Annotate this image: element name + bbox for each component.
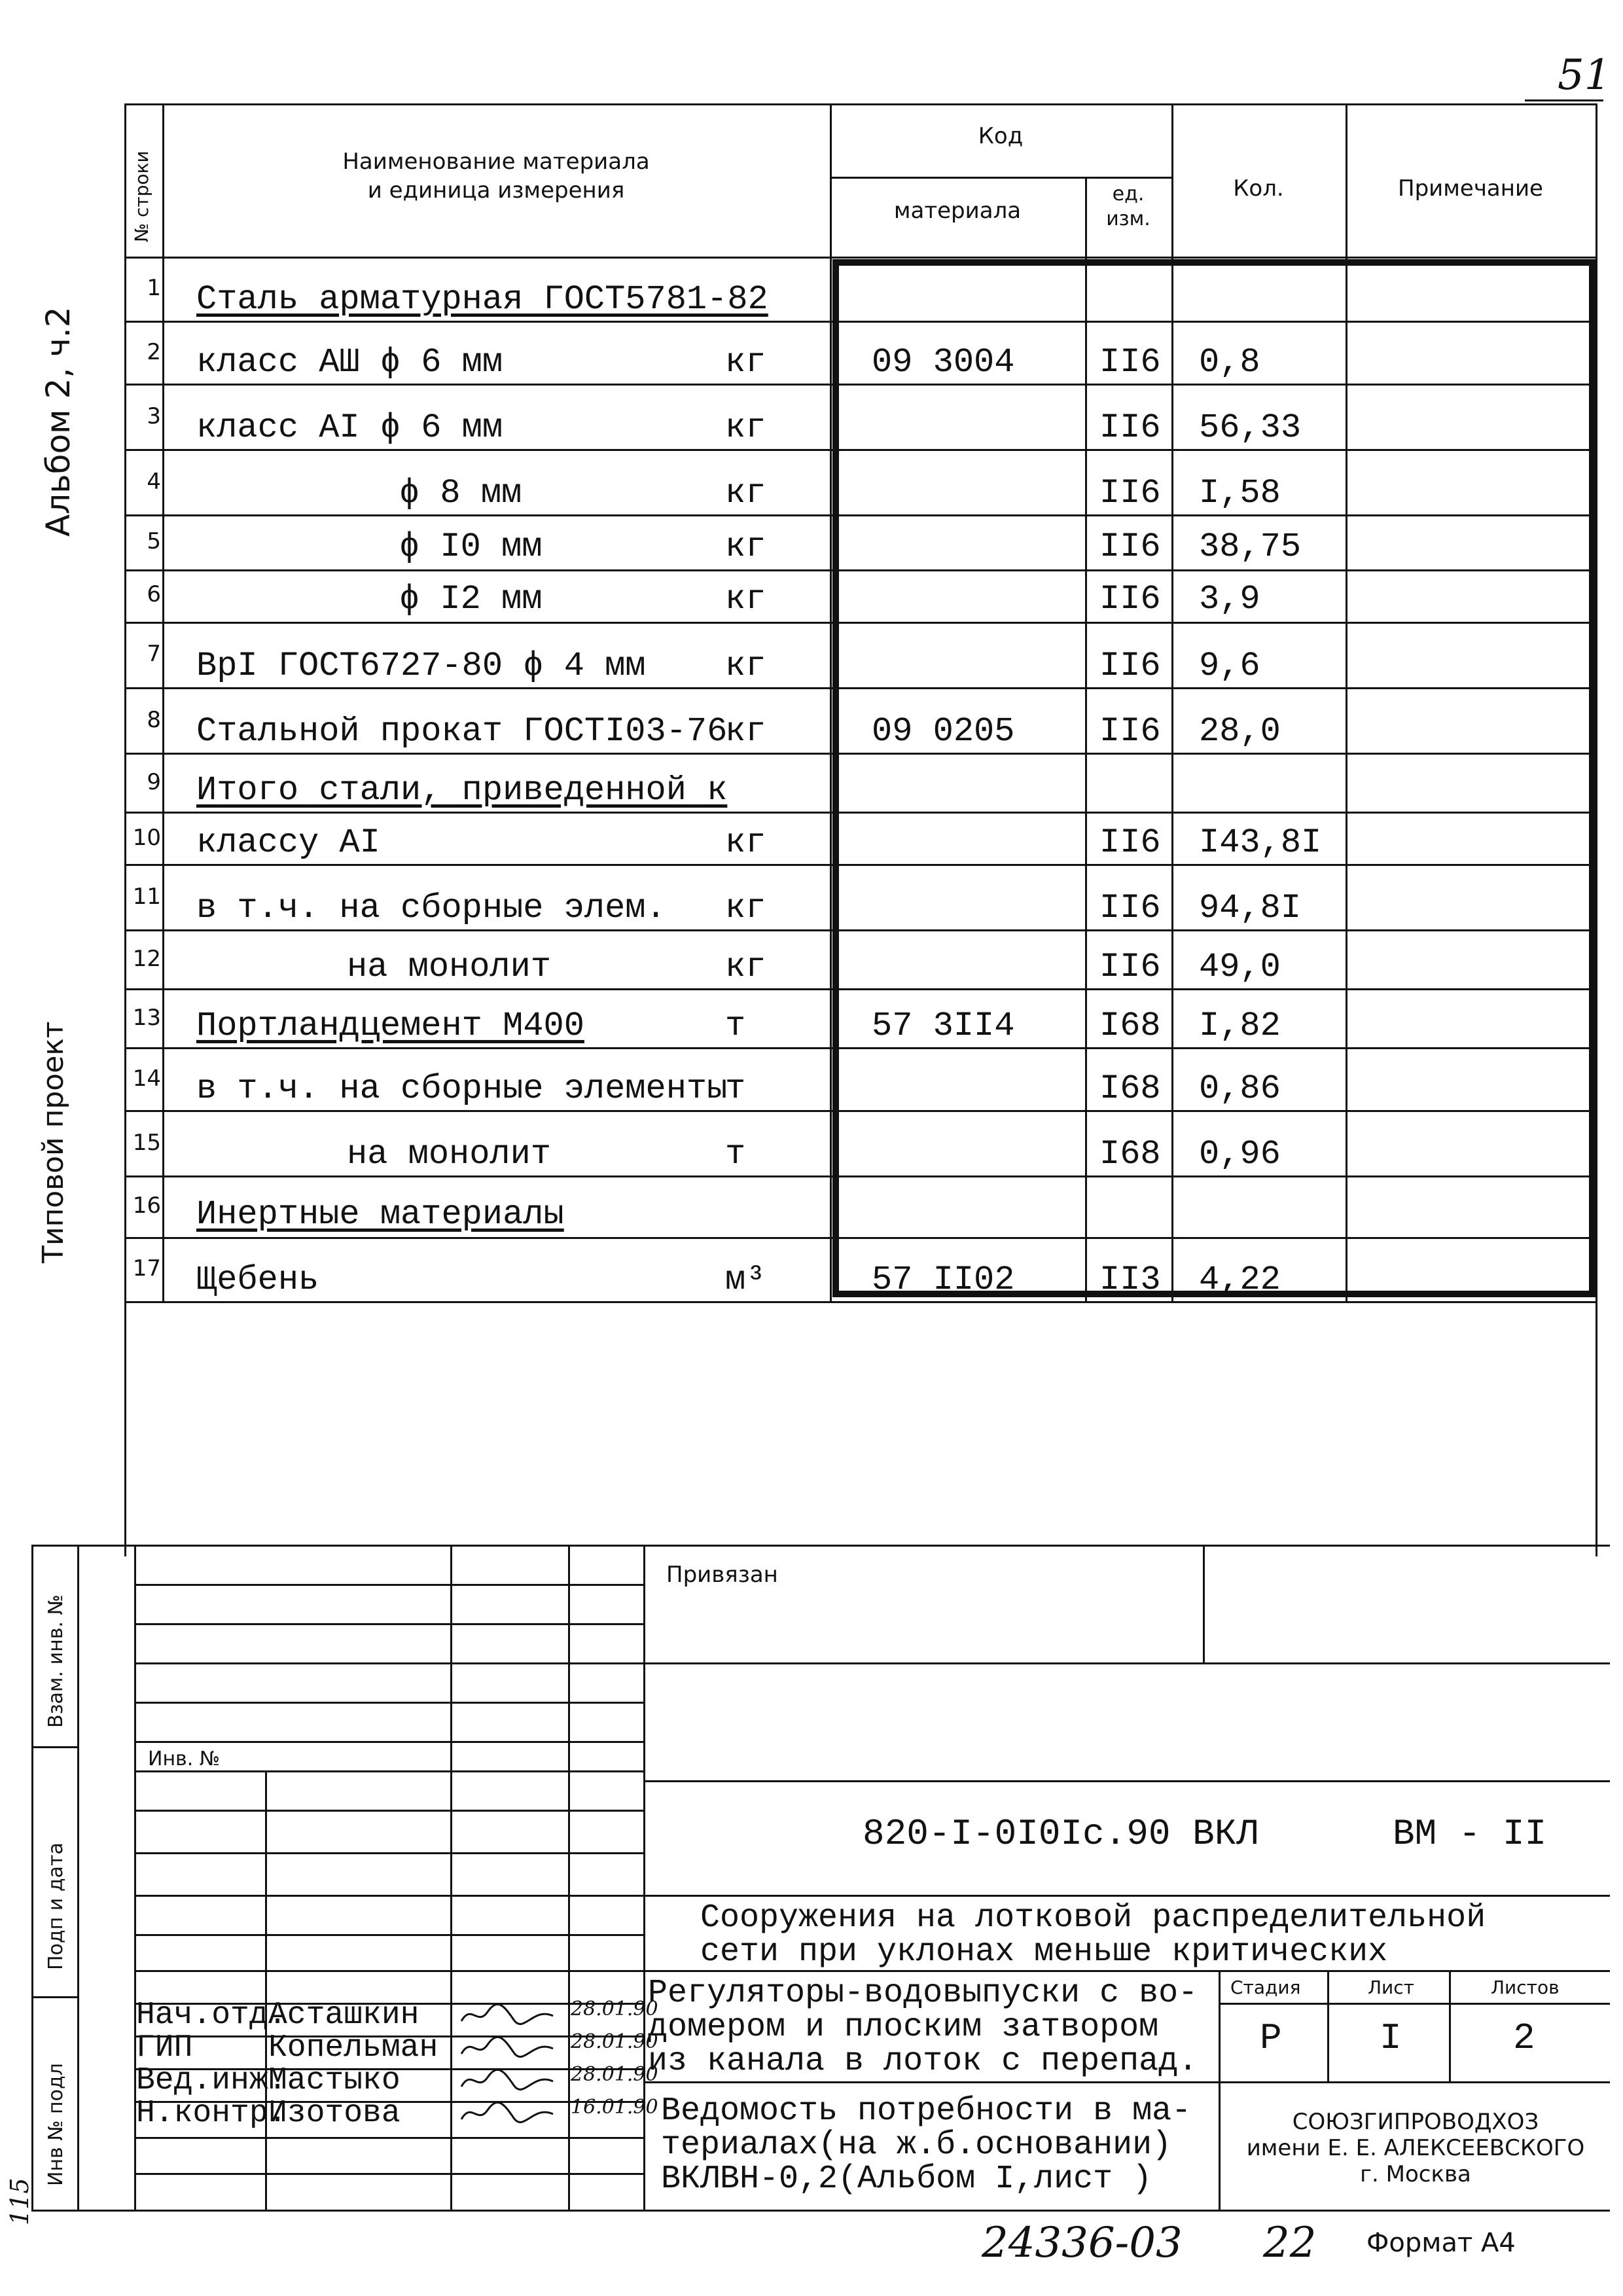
unit-code: I68 (1099, 1007, 1161, 1045)
header-note: Примечание (1398, 175, 1543, 202)
signature-role: Нач.отд. (136, 1998, 287, 2033)
row-number: 1 (147, 275, 161, 301)
handwritten-signature (458, 2066, 556, 2094)
material-name: ϕ I0 мм (399, 528, 543, 566)
unit-code: II6 (1099, 712, 1161, 751)
material-name: на монолит (347, 1135, 552, 1174)
unit-code: I68 (1099, 1069, 1161, 1108)
signature-name: Копельман (268, 2030, 438, 2066)
unit-code: II6 (1099, 580, 1161, 619)
material-code: 09 3004 (872, 343, 1015, 382)
material-name: Итого стали, приведенной к (196, 771, 728, 810)
quantity-value: I,82 (1199, 1007, 1281, 1045)
material-name: Инертные материалы (196, 1195, 564, 1234)
sheet-mark: ВМ - II (1393, 1813, 1547, 1855)
material-name: Стальной прокат ГОСТI03-76 (196, 712, 728, 751)
unit-of-measure: кг (725, 343, 766, 382)
row-number: 14 (132, 1066, 161, 1092)
header-code-unit: ед. изм. (1106, 183, 1150, 230)
material-code: 57 3II4 (872, 1007, 1015, 1045)
unit-code: II6 (1099, 889, 1161, 927)
organization-name: СОЮЗГИПРОВОДХОЗ имени Е. Е. АЛЕКСЕЕВСКОГО г. Москва (1246, 2109, 1585, 2187)
stage-label: Стадия (1230, 1977, 1301, 1998)
header-code: Код (978, 123, 1024, 149)
row-number: 4 (147, 469, 161, 495)
unit-of-measure: т (725, 1069, 746, 1108)
material-name: Щебень (196, 1261, 319, 1299)
quantity-value: 56,33 (1199, 408, 1302, 447)
signature-role: ГИП (136, 2030, 193, 2066)
quantity-value: 0,86 (1199, 1069, 1281, 1108)
unit-code: II6 (1099, 647, 1161, 685)
header-row-number: № строки (131, 151, 152, 242)
row-number: 16 (132, 1193, 161, 1219)
signature-role: Вед.инж. (136, 2063, 287, 2098)
header-code-material: материала (893, 198, 1022, 224)
unit-of-measure: кг (725, 823, 766, 862)
handwritten-signature (458, 2098, 556, 2127)
document-code: 820-I-0I0Ic.90 ВКЛ (863, 1813, 1258, 1855)
quantity-value: 4,22 (1199, 1261, 1281, 1299)
row-number: 17 (132, 1255, 161, 1282)
row-number: 12 (132, 946, 161, 972)
stamp-label-inv-original: Инв № подл (45, 2063, 67, 2186)
sheet-label: Лист (1368, 1977, 1414, 1998)
quantity-value: I,58 (1199, 474, 1281, 512)
material-code: 09 0205 (872, 712, 1015, 751)
row-number: 3 (147, 403, 161, 429)
unit-code: II6 (1099, 823, 1161, 862)
unit-code: II3 (1099, 1261, 1161, 1299)
signature-date: 28.01.90 (571, 2063, 658, 2086)
handwritten-signature (458, 2000, 556, 2029)
signature-name: Мастыко (268, 2063, 401, 2098)
header-quantity: Кол. (1233, 175, 1284, 202)
material-name: Сталь арматурная ГОСТ5781-82 (196, 280, 768, 319)
inventory-number: 24336-03 (982, 2219, 1183, 2267)
quantity-value: 28,0 (1199, 712, 1281, 751)
unit-of-measure: кг (725, 647, 766, 685)
material-name: класс АI ϕ 6 мм (196, 408, 503, 447)
stage-value: Р (1260, 2017, 1282, 2059)
unit-of-measure: т (725, 1007, 746, 1045)
unit-of-measure: кг (725, 889, 766, 927)
unit-of-measure: кг (725, 948, 766, 986)
row-number: 15 (132, 1130, 161, 1156)
signature-date: 28.01.90 (571, 2030, 658, 2053)
signature-name: Асташкин (268, 1998, 419, 2033)
sheets-label: Листов (1491, 1977, 1560, 1998)
sheet-number: 51 (1558, 51, 1611, 99)
unit-code: II6 (1099, 408, 1161, 447)
unit-code: II6 (1099, 343, 1161, 382)
stamp-label-sign-date: Подп и дата (45, 1842, 67, 1970)
row-number: 8 (147, 707, 161, 733)
quantity-value: 0,96 (1199, 1135, 1281, 1174)
sheets-value: 2 (1513, 2017, 1535, 2059)
material-code: 57 II02 (872, 1261, 1015, 1299)
row-number: 6 (147, 581, 161, 607)
handwritten-signature (458, 2033, 556, 2062)
signature-role: Н.контр. (136, 2096, 287, 2131)
material-name: ВрI ГОСТ6727-80 ϕ 4 мм (196, 647, 646, 685)
page-number: 22 (1263, 2219, 1317, 2267)
unit-of-measure: кг (725, 408, 766, 447)
unit-code: II6 (1099, 948, 1161, 986)
row-number: 11 (132, 884, 161, 910)
signature-date: 28.01.90 (571, 1998, 658, 2020)
stamp-label-replaced-inv: Взам. инв. № (45, 1594, 67, 1728)
quantity-value: 94,8I (1199, 889, 1302, 927)
material-name: классу АI (196, 823, 380, 862)
material-name: Портландцемент М400 (196, 1007, 584, 1045)
material-name: ϕ I2 мм (399, 580, 543, 619)
material-name: класс АШ ϕ 6 мм (196, 343, 503, 382)
unit-code: I68 (1099, 1135, 1161, 1174)
quantity-value: 9,6 (1199, 647, 1260, 685)
material-name: в т.ч. на сборные элем. (196, 889, 666, 927)
material-name: в т.ч. на сборные элементы (196, 1069, 728, 1108)
quantity-value: 0,8 (1199, 343, 1260, 382)
sheet-value: I (1380, 2017, 1402, 2059)
unit-of-measure: т (725, 1135, 746, 1174)
unit-code: II6 (1099, 528, 1161, 566)
regulator-title: Регуляторы-водовыпуски с во- домером и плоским затвором из канала в лоток с перепад. (648, 1975, 1198, 2080)
row-number: 5 (147, 528, 161, 554)
material-name: на монолит (347, 948, 552, 986)
row-number: 10 (132, 825, 161, 851)
unit-of-measure: кг (725, 528, 766, 566)
quantity-value: 49,0 (1199, 948, 1281, 986)
row-number: 2 (147, 339, 161, 365)
project-type-label: Типовой проект (37, 1021, 70, 1263)
signature-name: Изотова (268, 2096, 401, 2131)
inventory-number-label: Инв. № (148, 1748, 221, 1770)
signature-date: 16.01.90 (571, 2096, 658, 2119)
privyazan-label: Привязан (666, 1562, 778, 1588)
unit-code: II6 (1099, 474, 1161, 512)
quantity-value: I43,8I (1199, 823, 1322, 862)
structure-title: Сооружения на лотковой распределительной сети при уклонах меньше критических (700, 1899, 1486, 1971)
header-material-name: Наименование материала и единица измерения (342, 149, 650, 204)
unit-of-measure: кг (725, 580, 766, 619)
quantity-value: 3,9 (1199, 580, 1260, 619)
row-number: 9 (147, 769, 161, 795)
row-number: 7 (147, 641, 161, 667)
album-label: Альбом 2, ч.2 (39, 306, 77, 537)
format-label: Формат А4 (1366, 2228, 1516, 2258)
unit-of-measure: кг (725, 712, 766, 751)
document-title: Ведомость потребности в ма- териалах(на ж.б.основании) ВКЛВН-0,2(Альбом I,лист ) (661, 2092, 1192, 2198)
material-name: ϕ 8 мм (399, 474, 522, 512)
unit-of-measure: кг (725, 474, 766, 512)
corner-mark: 115 (5, 2178, 34, 2225)
row-number: 13 (132, 1005, 161, 1031)
quantity-value: 38,75 (1199, 528, 1302, 566)
unit-of-measure: м³ (725, 1261, 766, 1299)
